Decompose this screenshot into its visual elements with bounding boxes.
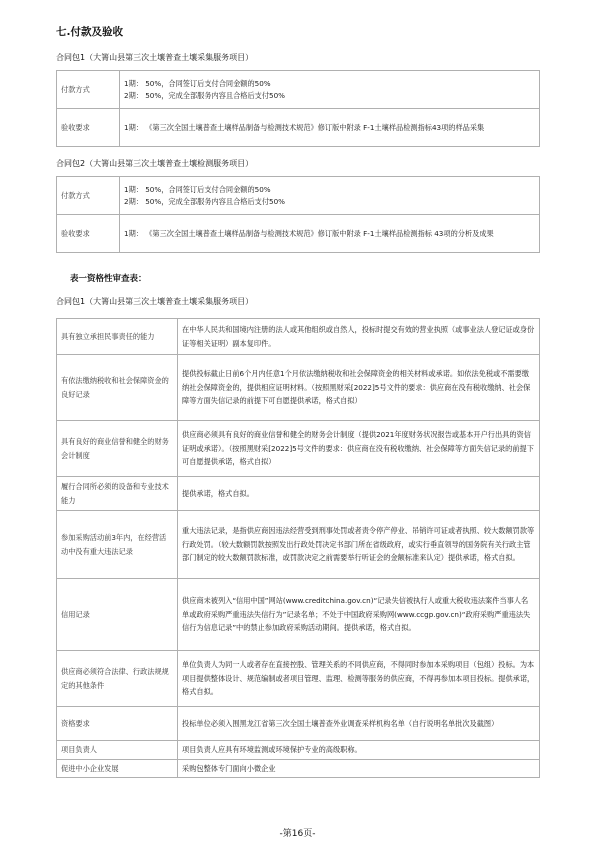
row-label: 具有良好的商业信誉和健全的财务会计制度 [57, 421, 178, 477]
row-label: 信用记录 [57, 579, 178, 651]
row-label: 参加采购活动前3年内，在经营活动中没有重大违法记录 [57, 511, 178, 579]
contract1-title: 合同包1（大箐山县第三次土壤普查土壤采集服务项目） [56, 53, 254, 62]
payment-items [120, 71, 540, 109]
row-content: 项目负责人应具有环境监测或环境保护专业的高级职称。 [178, 741, 540, 760]
contract3-title: 合同包1（大箐山县第三次土壤普查土壤采集服务项目） [56, 297, 254, 306]
acceptance-text: 1期： 《第三次全国土壤普查土壤样品制备与检测技术规范》修订版中附录 F-1土壤样品检测指标43项的样品采集 [120, 109, 540, 147]
payment-item: 2期： 50%，完成全部服务内容且合格后支付50% [124, 90, 285, 100]
qualification-table [56, 318, 540, 778]
qualification-heading: 表一资格性审查表： [70, 274, 147, 284]
row-label: 资格要求 [57, 707, 178, 741]
row-content: 供应商未被列入“信用中国”网站(www.creditchina.gov.cn)“记录失信被执行人或重大税收违法案件当事人名单或政府采购严重违法失信行为”记录名单；不处于中国政府采购网(www.ccgp.gov.cn)“政府采购严重违法失信行为信息记录”中的禁止参加政府采购活动期间。提供承诺，格式自拟。 [178, 579, 540, 651]
payment-label: 付款方式 [57, 71, 120, 109]
row-content: 供应商必须具有良好的商业信誉和健全的财务会计制度（提供2021年度财务状况报告或基本开户行出具的资信证明或承诺）。（按照黑财采[2022]5号文件的要求：供应商在没有税收缴纳、社会保障等方面失信记录的前提下可自愿提供承诺，格式自拟） [178, 421, 540, 477]
row-label: 供应商必须符合法律、行政法规规定的其他条件 [57, 651, 178, 707]
table-row [57, 579, 540, 651]
table-row [57, 71, 540, 109]
payment-items [120, 177, 540, 215]
table-row [57, 741, 540, 760]
row-content: 重大违法记录，是指供应商因违法经营受到刑事处罚或者责令停产停业、吊销许可证或者执照、较大数额罚款等行政处罚。（较大数额罚款按照发出行政处罚决定书部门所在省级政府，或实行垂直领导的国务院有关行政主管部门制定的较大数额罚款标准，或罚款决定之前需要举行听证会的金额标准来认定）提供承诺，格式自拟。 [178, 511, 540, 579]
section-heading: 七.付款及验收 [56, 26, 123, 38]
contract1-payment-table [56, 70, 540, 147]
table-row [57, 177, 540, 215]
payment-label: 付款方式 [57, 177, 120, 215]
payment-item: 1期： 50%，合同签订后支付合同金额的50% [124, 78, 271, 88]
payment-item: 1期： 50%，合同签订后支付合同金额的50% [124, 184, 271, 194]
row-content: 提供投标截止日前6个月内任意1个月依法缴纳税收和社会保障资金的相关材料或承诺。如依法免税或不需要缴纳社会保障资金的，提供相应证明材料。（按照黑财采[2022]5号文件的要求：供应商在没有税收缴纳、社会保障等方面失信记录的前提下可自愿提供承诺，格式自拟） [178, 355, 540, 421]
row-label: 促进中小企业发展 [57, 759, 178, 778]
row-content: 单位负责人为同一人或者存在直接控股、管理关系的不同供应商，不得同时参加本采购项目（包组）投标。为本项目提供整体设计、规范编制或者项目管理、监理、检测等服务的供应商，不得再参加本项目投标。提供承诺，格式自拟。 [178, 651, 540, 707]
acceptance-label: 验收要求 [57, 109, 120, 147]
row-label: 履行合同所必须的设备和专业技术能力 [57, 477, 178, 511]
table-row [57, 319, 540, 355]
acceptance-label: 验收要求 [57, 215, 120, 253]
acceptance-text: 1期： 《第三次全国土壤普查土壤样品制备与检测技术规范》修订版中附录 F-1土壤样品检测指标 43项的分析及成果 [120, 215, 540, 253]
row-content: 采购包整体专门面向小微企业 [178, 759, 540, 778]
contract2-payment-table [56, 176, 540, 253]
table-row [57, 651, 540, 707]
table-row [57, 477, 540, 511]
table-row [57, 109, 540, 147]
row-label: 具有独立承担民事责任的能力 [57, 319, 178, 355]
row-label: 有依法缴纳税收和社会保障资金的良好记录 [57, 355, 178, 421]
row-content: 在中华人民共和国境内注册的法人或其他组织或自然人，投标时提交有效的营业执照（或事业法人登记证或身份证等相关证明）副本复印件。 [178, 319, 540, 355]
row-content: 投标单位必须入围黑龙江省第三次全国土壤普查外业调查采样机构名单（自行说明名单批次及截图） [178, 707, 540, 741]
table-row [57, 759, 540, 778]
table-row [57, 215, 540, 253]
payment-item: 2期： 50%，完成全部服务内容且合格后支付50% [124, 196, 285, 206]
table-row [57, 421, 540, 477]
page-number: -第16页- [279, 829, 316, 839]
contract2-title: 合同包2（大箐山县第三次土壤普查土壤检测服务项目） [56, 159, 254, 168]
table-row [57, 707, 540, 741]
row-content: 提供承诺，格式自拟。 [178, 477, 540, 511]
table-row [57, 355, 540, 421]
row-label: 项目负责人 [57, 741, 178, 760]
table-row [57, 511, 540, 579]
